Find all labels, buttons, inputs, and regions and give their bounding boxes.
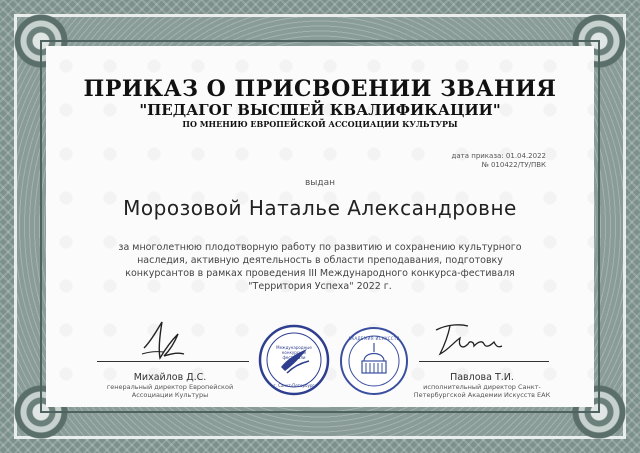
award-reason — [110, 241, 530, 293]
left-signer-name: Михайлов Д.С. — [133, 372, 207, 383]
academy-seal-text: АКАДЕМИЯ ИСКУССТВ — [348, 336, 400, 341]
left-signature — [138, 318, 188, 362]
reason-line: конкурсантов в рамках проведения III Международного конкурса-фестиваля — [125, 268, 515, 279]
right-signature-line — [419, 361, 549, 362]
association-seal-text: Международные конкурсы и фестивали — [276, 345, 312, 360]
reason-line: "Территория Успеха" 2022 г. — [248, 281, 392, 292]
association-seal-city: г. Санкт-Петербург — [273, 383, 315, 388]
left-signer — [82, 372, 258, 399]
right-signer-position: исполнительный директор Санкт- — [423, 383, 541, 391]
certificate-title: ПРИКАЗ О ПРИСВОЕНИИ ЗВАНИЯ — [83, 76, 557, 102]
issued-label: выдан — [304, 178, 336, 188]
left-signature-line — [97, 361, 249, 362]
right-signer — [392, 372, 572, 399]
right-signer-name: Павлова Т.И. — [450, 372, 514, 383]
order-date: дата приказа: 01.04.2022 — [451, 152, 546, 160]
left-signer-position: генеральный директор Европейской — [106, 383, 234, 391]
recipient-name: Морозовой Наталье Александровне — [123, 196, 517, 220]
right-signer-position: Петербургской Академии Искусств ЕАК — [413, 391, 551, 399]
reason-line: за многолетнюю плодотворную работу по развитию и сохранению культурного — [118, 242, 522, 253]
right-signature — [430, 320, 506, 360]
certificate-title-rank: "ПЕДАГОГ ВЫСШЕЙ КВАЛИФИКАЦИИ" — [139, 101, 501, 119]
certificate-title-subtitle: ПО МНЕНИЮ ЕВРОПЕЙСКОЙ АССОЦИАЦИИ КУЛЬТУРЫ — [182, 119, 458, 129]
order-number: № 010422/ТУ/ПВК — [481, 161, 546, 169]
left-signer-position: Ассоциации Культуры — [131, 391, 209, 399]
reason-line: наследия, активную деятельность в области преподавания, подготовку — [137, 255, 503, 266]
